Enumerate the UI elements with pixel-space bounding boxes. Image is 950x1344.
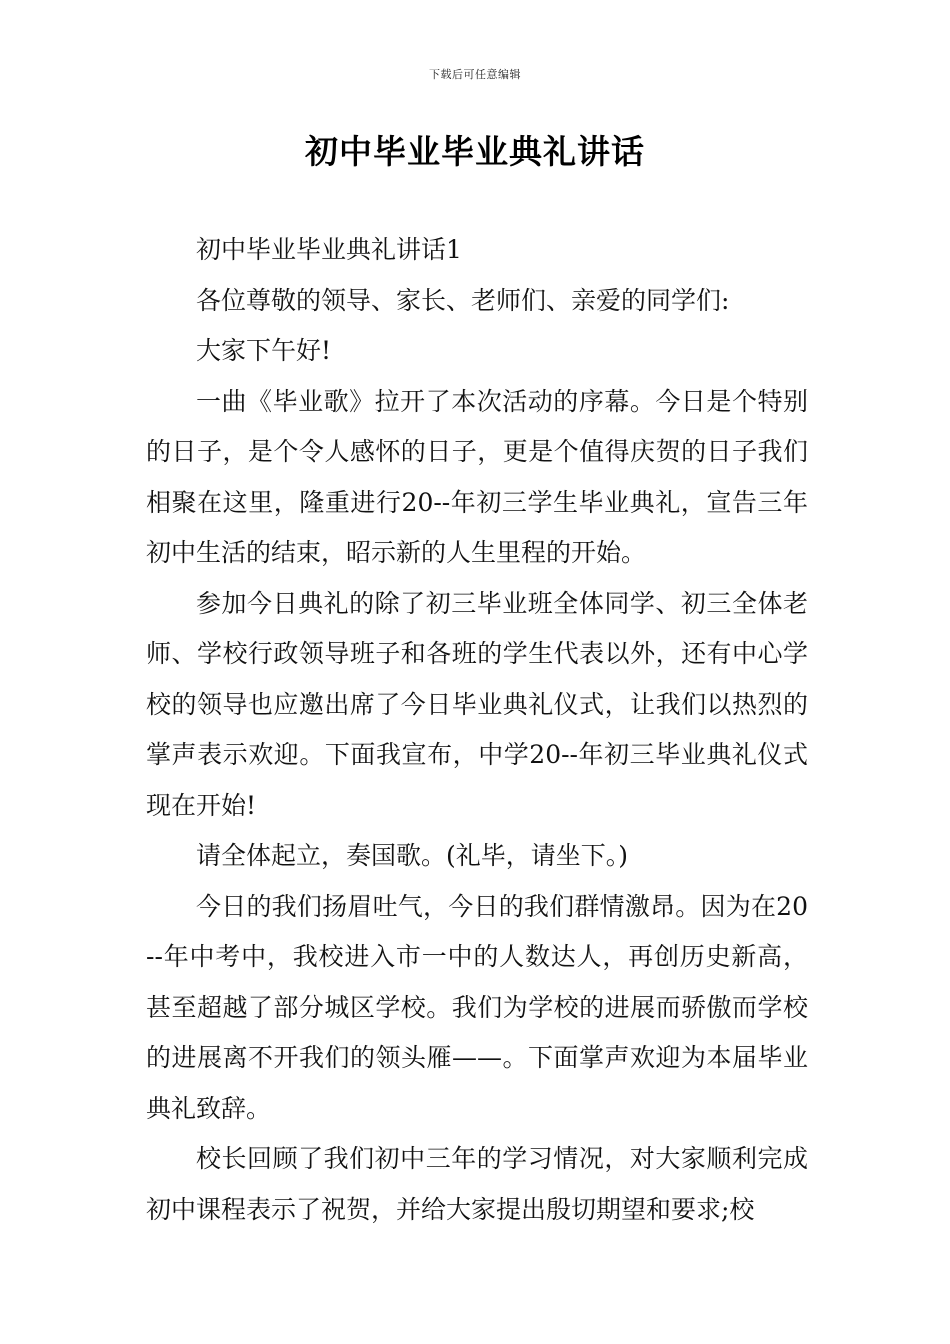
header-note: 下载后可任意编辑 <box>429 68 521 81</box>
paragraph-salutation: 各位尊敬的领导、家长、老师们、亲爱的同学们: <box>196 285 730 315</box>
paragraph-attendees: 参加今日典礼的除了初三毕业班全体同学、初三全体老师、学校行政领导班子和各班的学生代表以外，还有中心学校的领导也应邀出席了今日毕业典礼仪式，让我们以热烈的掌声表示欢迎。下面我宣布，中学20--年初三毕业典礼仪式现在开始! <box>146 588 808 820</box>
paragraph-principal: 校长回顾了我们初中三年的学习情况，对大家顺利完成初中课程表示了祝贺，并给大家提出殷切期望和要求;校 <box>146 1144 808 1224</box>
paragraph-opening: 一曲《毕业歌》拉开了本次活动的序幕。今日是个特别的日子，是个令人感怀的日子，更是个值得庆贺的日子我们相聚在这里，隆重进行20--年初三学生毕业典礼，宣告三年初中生活的结束，昭示新的人生里程的开始。 <box>146 386 808 567</box>
paragraph-anthem: 请全体起立，奏国歌。(礼毕，请坐下。) <box>196 841 629 870</box>
paragraph-greeting: 大家下午好! <box>196 336 332 365</box>
document-body <box>146 225 808 1235</box>
paragraph-subtitle: 初中毕业毕业典礼讲话1 <box>196 235 462 264</box>
paragraph-achievement: 今日的我们扬眉吐气，今日的我们群情激昂。因为在20--年中考中，我校进入市一中的人数达人，再创历史新高，甚至超越了部分城区学校。我们为学校的进展而骄傲而学校的进展离不开我们的领头雁——。下面掌声欢迎为本届毕业典礼致辞。 <box>146 891 808 1123</box>
page-title: 初中毕业毕业典礼讲话 <box>305 132 645 171</box>
